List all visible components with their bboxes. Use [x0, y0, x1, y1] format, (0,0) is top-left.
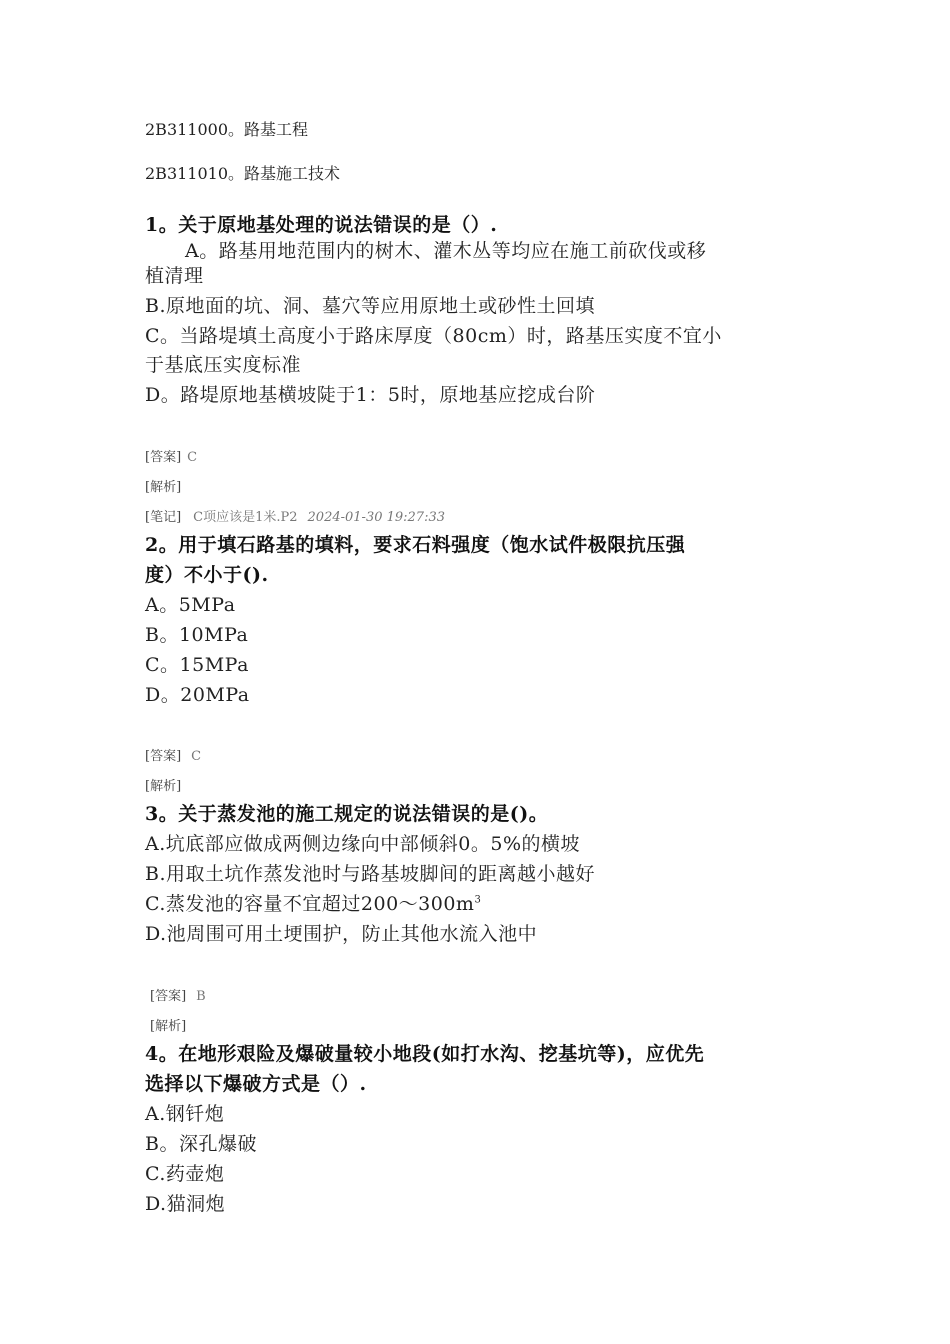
question-3-answer	[150, 985, 206, 1004]
question-3-option-c	[145, 889, 481, 916]
question-1-option-b: B.原地面的坑、洞、墓穴等应用原地土或砂性土回填	[145, 295, 596, 317]
question-2-analysis-label: [解析]	[145, 779, 182, 794]
question-3-analysis-label: [解析]	[150, 1019, 187, 1034]
option-c-text: C.蒸发池的容量不宜超过200～300m	[145, 893, 475, 915]
question-3-title: 3。关于蒸发池的施工规定的说法错误的是()。	[145, 803, 549, 825]
question-1-analysis-label: [解析]	[145, 480, 182, 495]
question-4-option-c: C.药壶炮	[145, 1163, 225, 1185]
question-1-option-a: A。路基用地范围内的树木、灌木丛等均应在施工前砍伐或移	[185, 240, 707, 262]
answer-value: B	[196, 989, 206, 1004]
answer-label: [答案]	[145, 450, 182, 465]
question-4-title-line-1: 4。在地形艰险及爆破量较小地段(如打水沟、挖基坑等)，应优先	[145, 1043, 705, 1065]
question-1-note	[145, 506, 445, 525]
question-4-title-line-2: 选择以下爆破方式是（）.	[145, 1073, 367, 1095]
question-2-title-line-1: 2。用于填石路基的填料，要求石料强度（饱水试件极限抗压强	[145, 534, 686, 556]
question-4-option-d: D.猫洞炮	[145, 1193, 226, 1215]
question-2-answer	[145, 745, 201, 764]
question-1-option-c-cont: 于基底压实度标准	[145, 354, 302, 376]
question-2-title-line-2: 度）不小于().	[145, 564, 269, 586]
question-2-option-d: D。20MPa	[145, 684, 250, 706]
question-2-option-a: A。5MPa	[145, 594, 236, 616]
section-heading: 2B311010。路基施工技术	[145, 164, 341, 183]
question-1-answer	[145, 446, 197, 465]
question-4-option-a: A.钢钎炮	[145, 1103, 225, 1125]
note-text: C项应该是1米.P2	[193, 510, 298, 525]
question-1-option-c: C。当路堤填土高度小于路床厚度（80cm）时，路基压实度不宜小	[145, 325, 722, 347]
chapter-heading: 2B311000。路基工程	[145, 120, 309, 139]
question-1-title: 1。关于原地基处理的说法错误的是（）.	[145, 214, 498, 236]
answer-value: C	[191, 749, 202, 764]
answer-value: C	[187, 450, 198, 465]
question-2-option-b: B。10MPa	[145, 624, 249, 646]
superscript-3: 3	[474, 894, 482, 906]
note-timestamp: 2024-01-30 19:27:33	[307, 510, 446, 525]
question-3-option-a: A.坑底部应做成两侧边缘向中部倾斜0。5%的横坡	[145, 833, 580, 855]
question-3-option-b: B.用取土坑作蒸发池时与路基坡脚间的距离越小越好	[145, 863, 596, 885]
question-1-option-d: D。路堤原地基横坡陡于1：5时，原地基应挖成台阶	[145, 384, 596, 406]
answer-label: [答案]	[150, 989, 187, 1004]
note-label: [笔记]	[145, 510, 182, 525]
question-3-option-d: D.池周围可用土埂围护，防止其他水流入池中	[145, 923, 538, 945]
answer-label: [答案]	[145, 749, 182, 764]
question-2-option-c: C。15MPa	[145, 654, 249, 676]
question-4-option-b: B。深孔爆破	[145, 1133, 257, 1155]
question-1-option-a-cont: 植清理	[145, 265, 204, 287]
